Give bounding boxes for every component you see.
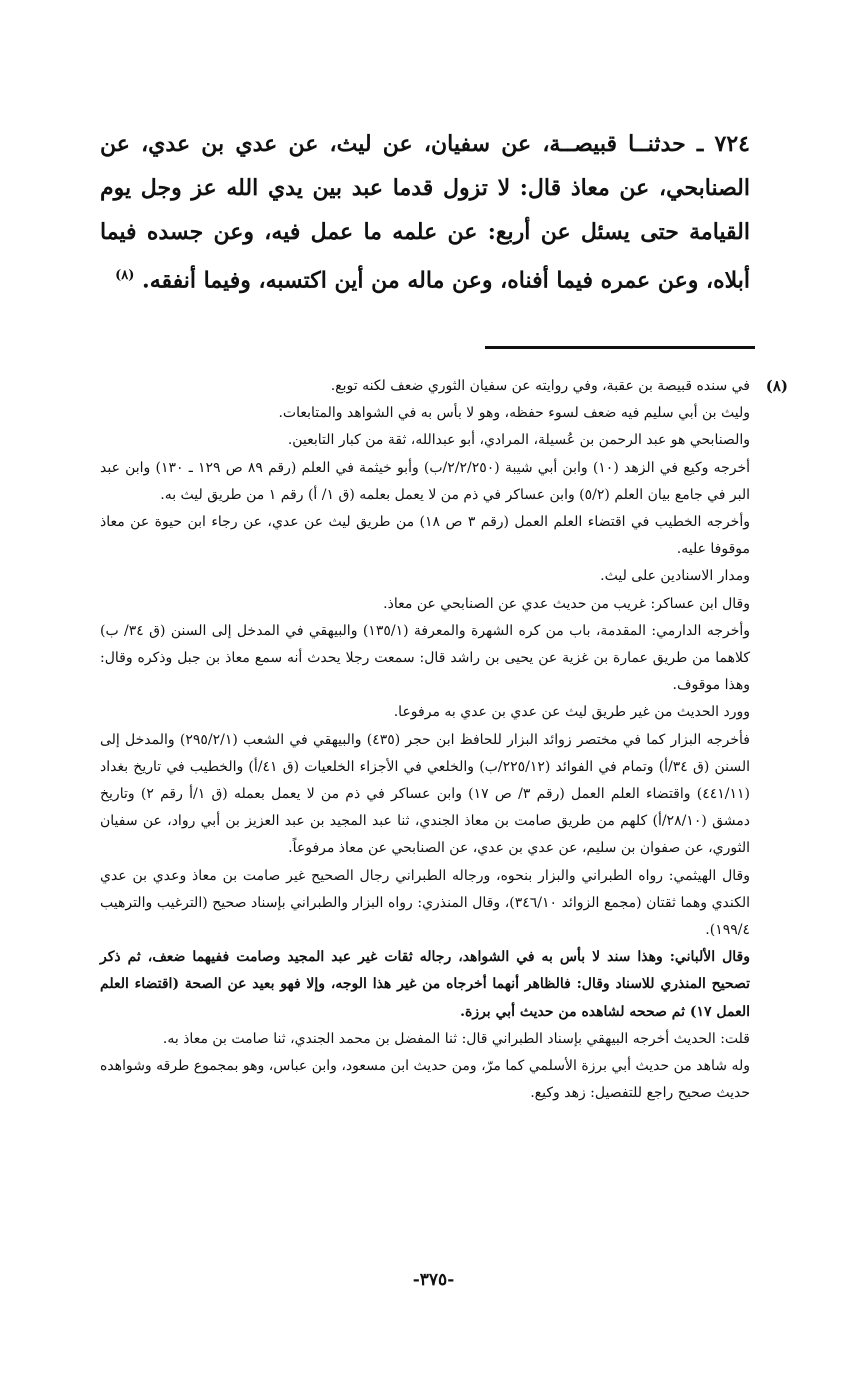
footnote-line: ومدار الاسنادين على ليث. bbox=[600, 568, 750, 585]
page-number: -٣٧٥- bbox=[412, 1270, 455, 1290]
footnote-line: فأخرجه البزار كما في مختصر زوائد البزار للحافظ ابن حجر (٤٣٥) والبيهقي في الشعب (٢٩٥/٢/١) والمدخل إلى السنن (ق ٣٤/أ) وتمام في الفوائد (٢٢٥/١٢/ب) والخلعي في الأجزاء الخلعيات (ق ٤١/أ) والخطيب في تاريخ بغداد (٤٤١/١١) واقتضاء العلم العمل (رقم ٣/ ص ١٧) وابن عساكر في ذم من لا يعمل بعمله (ق ١/أ رقم ٢) وتاريخ دمشق (٢٨/١٠/أ) كلهم من طريق صامت بن معاذ الجندي، ثنا عبد المجيد بن عبد العزيز بن أبي رواد، عن سفيان الثوري، عن صفوان بن سليم، عن عدي بن عدي، عن الصنابحي عن معاذ مرفوعاً. bbox=[100, 731, 751, 857]
footnote-block bbox=[100, 373, 788, 1107]
footnote-line: والصنابحي هو عبد الرحمن بن عُسيلة، المرادي، أبو عبدالله، ثقة من كبار التابعين. bbox=[287, 432, 750, 449]
footnote-line: في سنده قبيصة بن عقبة، وفي روايته عن سفيان الثوري ضعف لكنه توبع. bbox=[330, 378, 750, 394]
footnote-line: قلت: الحديث أخرجه البيهقي بإسناد الطبراني قال: ثنا المفضل بن محمد الجندي، ثنا صامت بن معاذ به. bbox=[162, 1030, 750, 1047]
footnote-separator-rule bbox=[485, 346, 755, 349]
footnote-line: وليث بن أبي سليم فيه ضعف لسوء حفظه، وهو لا بأس به في الشواهد والمتابعات. bbox=[278, 405, 750, 422]
footnote-line: وأخرجه الخطيب في اقتضاء العلم العمل (رقم ٣ ص ١٨) من طريق ليث عن عدي، عن رجاء ابن حيوة عن معاذ موقوفا عليه. bbox=[100, 514, 750, 558]
footnote-line: وقال الهيثمي: رواه الطبراني والبزار بنحوه، ورجاله الطبراني رجال الصحيح غير صامت بن معاذ وعدي بن عدي الكندي وهما ثقتان (مجمع الزوائد ٣٤٦/١٠)، وقال المنذري: رواه البزار والطبراني بإسناد صحيح (الترغيب والترهيب ١٩٩/٤). bbox=[100, 867, 750, 939]
hadith-text: ٧٢٤ ـ حدثنــا قبيصــة، عن سفيان، عن ليث، عن عدي بن عدي، عن الصنابحي، عن معاذ قال: لا تزول قدما عبد بين يدي الله عز وجل يوم القيامة حتى يسئل عن أربع: عن علمه ما عمل فيه، وعن جسده فيما أبلاه، وعن عمره فيما أفناه، وعن ماله من أين اكتسبه، وفيما أنفقه. bbox=[100, 131, 750, 294]
footnote-number: (٨) bbox=[765, 377, 788, 395]
footnote-reference-marker: (٨) bbox=[115, 268, 135, 283]
footnote-line: وأخرجه الدارمي: المقدمة، باب من كره الشهرة والمعرفة (١٣٥/١) والبيهقي في المدخل إلى السنن (ق ٣٤/ ب) كلاهما من طريق عمارة بن غزية عن يحيى بن راشد قال: سمعت رجلا يحدث أنه سمع معاذ بن جبل وذكره وقال: وهذا موقوف. bbox=[100, 622, 751, 694]
footnote-line: وورد الحديث من غير طريق ليث عن عدي بن عدي به مرفوعا. bbox=[393, 704, 750, 721]
hadith-paragraph bbox=[100, 122, 750, 302]
footnote-line: أخرجه وكيع في الزهد (١٠) وابن أبي شيبة (٢/٢/٢٥٠/ب) وأبو خيثمة في العلم (رقم ٨٩ ص ١٢٩ ـ ١٣٠) وابن عبد البر في جامع بيان العلم (٥/٢) وابن عساكر في ذم من لا يعمل بعلمه (ق ١/ أ) رقم ١ من طريق ليث به. bbox=[100, 459, 751, 503]
footnote-line: وله شاهد من حديث أبي برزة الأسلمي كما مرّ، ومن حديث ابن مسعود، وابن عباس، وهو بمجموع طرقه وشواهده حديث صحيح راجع للتفصيل: زهد وكيع. bbox=[100, 1058, 750, 1102]
footnote-line: وقال الألباني: وهذا سند لا بأس به في الشواهد، رجاله ثقات غير عبد المجيد وصامت ففيهما ضعف، ثم ذكر تصحيح المنذري للاسناد وقال: فالظاهر أنهما أخرجاه من غير هذا الوجه، وإلا فهو بعيد عن الصحة (اقتضاء العلم العمل ١٧) ثم صححه لشاهده من حديث أبي برزة. bbox=[100, 949, 750, 1020]
footnote-line: وقال ابن عساكر: غريب من حديث عدي عن الصنابحي عن معاذ. bbox=[383, 595, 750, 612]
